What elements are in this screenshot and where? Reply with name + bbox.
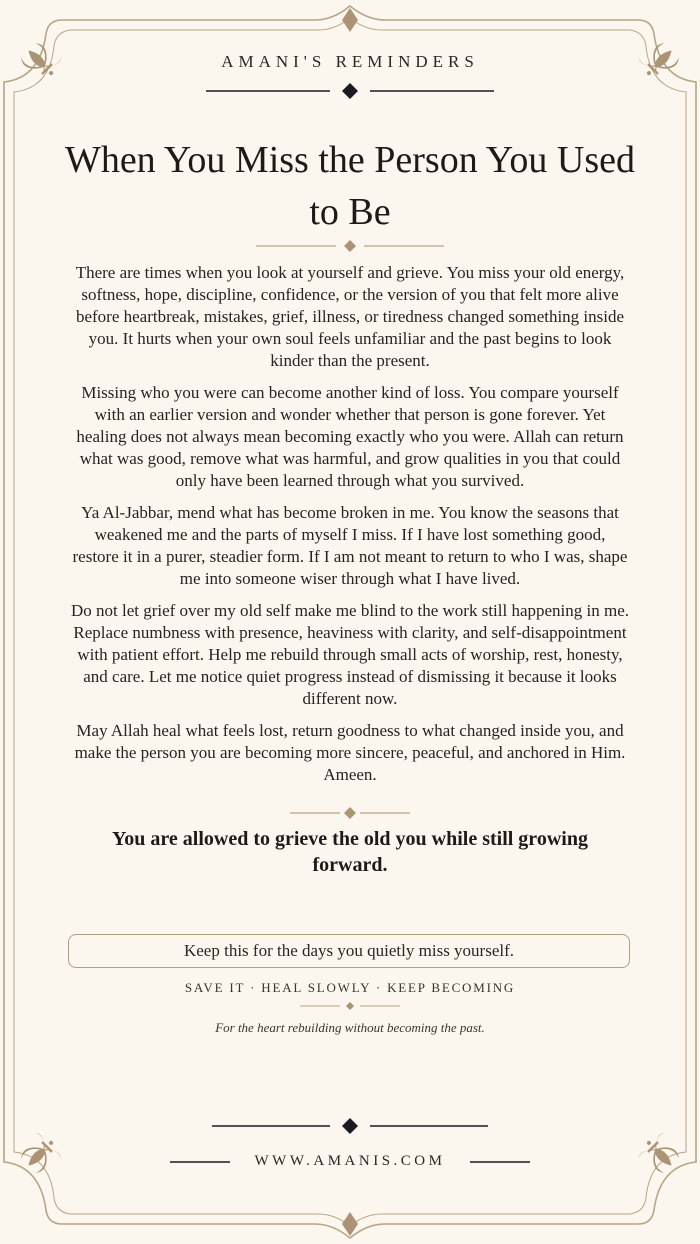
keep-note-box: Keep this for the days you quietly miss yourself.	[68, 934, 630, 968]
actions-divider-diamond-icon	[346, 1002, 354, 1010]
header-diamond-icon	[342, 83, 358, 99]
paragraph: May Allah heal what feels lost, return goodness to what changed inside you, and make the person you are becoming more sincere, peaceful, and anchored in Him. Ameen.	[74, 721, 626, 784]
closing-statement: You are allowed to grieve the old you while still growing forward.	[112, 828, 588, 876]
paragraph: There are times when you look at yourself and grieve. You miss your old energy, softness, hope, discipline, confidence, or the version of you that felt more alive before heartbreak, mistakes, grief, illness, or tiredness changed something inside you. It hurts when your own soul feels unfamiliar and the past begins to look kinder than the present.	[75, 263, 625, 370]
top-frame-diamond-icon	[342, 8, 358, 32]
page-title: When You Miss the Person You Used to Be	[64, 139, 636, 233]
closing-divider-diamond-icon	[344, 807, 356, 819]
dedication-text: For the heart rebuilding without becoming the past.	[215, 1020, 485, 1035]
footer-diamond-icon	[342, 1118, 358, 1134]
action-tagline: SAVE IT · HEAL SLOWLY · KEEP BECOMING	[184, 980, 516, 995]
brand-name: AMANI'S REMINDERS	[221, 52, 479, 71]
website-link[interactable]: WWW.AMANIS.COM	[254, 1153, 446, 1169]
paragraph: Do not let grief over my old self make me blind to the work still happening in me. Replace numbness with presence, heaviness with clarity, and self-disappointment with patient effort. Help me rebuild through small acts of worship, rest, honesty, and care. Let me notice quiet progress instead of dismissing it because it looks different now.	[70, 601, 630, 708]
paragraph: Missing who you were can become another kind of loss. You compare yourself with an earlier version and wonder whether that person is gone forever. Yet healing does not always mean becoming exactly who you were. Allah can return what was good, remove what was harmful, and grow qualities in you that could only have been learned through what you survived.	[76, 383, 624, 490]
title-divider-diamond-icon	[344, 240, 356, 252]
paragraph: Ya Al-Jabbar, mend what has become broken in me. You know the seasons that weakened me and the parts of myself I miss. If I have lost something good, restore it in a purer, steadier form. If I am not meant to return to who I was, shape me into someone wiser through what I have lived.	[72, 503, 628, 588]
bottom-frame-diamond-icon	[342, 1212, 358, 1236]
article-body	[70, 262, 630, 796]
